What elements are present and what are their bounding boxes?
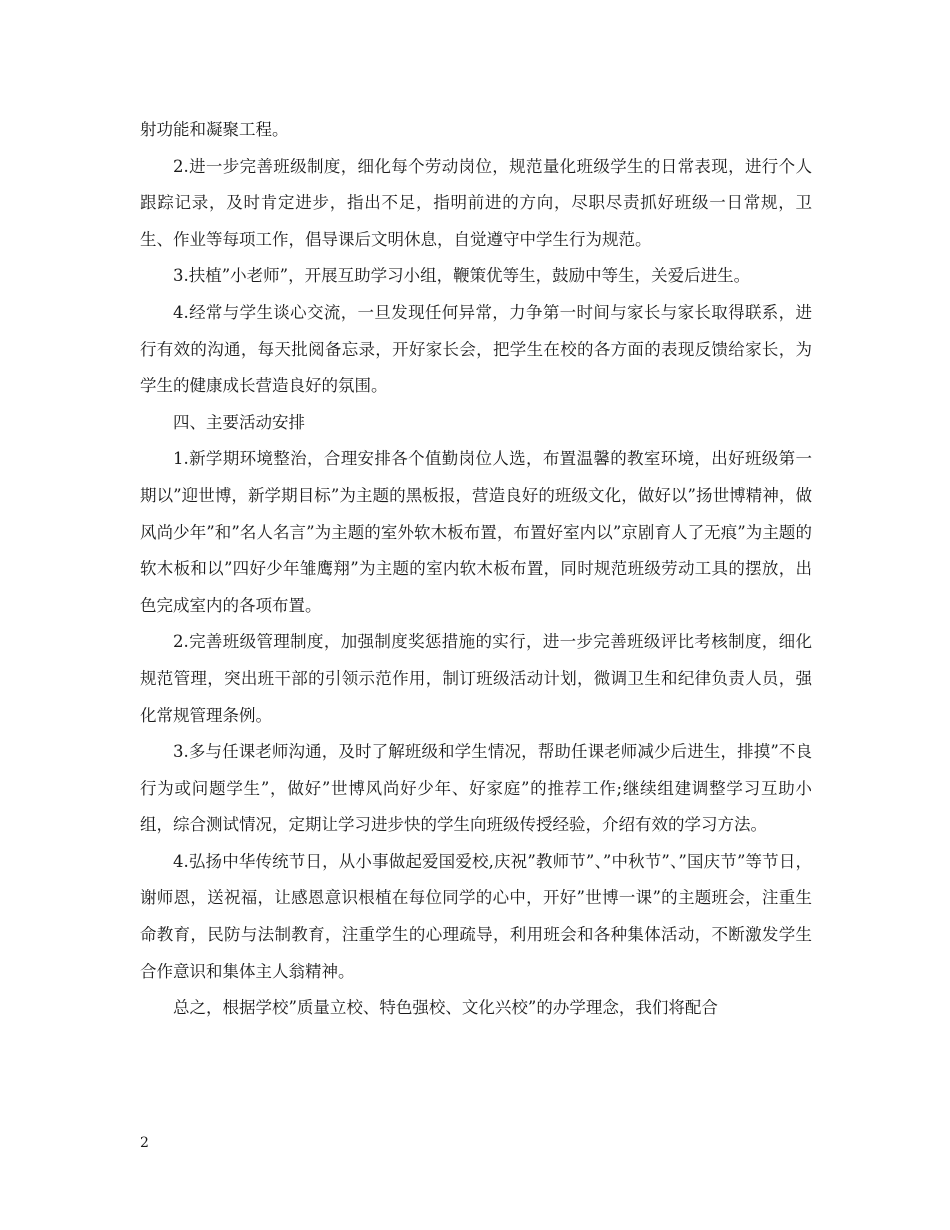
document-body (140, 112, 812, 1027)
paragraph: 3.多与任课老师沟通，及时了解班级和学生情况，帮助任课老师减少后进生，排摸”不良行为或问题学生”，做好”世博风尚好少年、好家庭”的推荐工作;继续组建调整学习互助小组，综合测试情况，定期让学习进步快的学生向班级传授经验，介绍有效的学习方法。 (140, 742, 812, 835)
paragraph: 2.进一步完善班级制度，细化每个劳动岗位，规范量化班级学生的日常表现，进行个人跟踪记录，及时肯定进步，指出不足，指明前进的方向，尽职尽责抓好班级一日常规，卫生、作业等每项工作，倡导课后文明休息，自觉遵守中学生行为规范。 (140, 156, 812, 249)
paragraph: 3.扶植”小老师”，开展互助学习小组，鞭策优等生，鼓励中等生，关爱后进生。 (173, 266, 751, 286)
page-number: 2 (140, 1135, 149, 1151)
paragraph: 4.弘扬中华传统节日，从小事做起爱国爱校,庆祝”教师节”、”中秋节”、”国庆节”等节日，谢师恩，送祝福，让感恩意识根植在每位同学的心中，开好”世博一课”的主题班会，注重生命教育，民防与法制教育，注重学生的心理疏导，利用班会和各种集体活动，不断激发学生合作意识和集体主人翁精神。 (140, 851, 812, 981)
paragraph: 1.新学期环境整治，合理安排各个值勤岗位人选，布置温馨的教室环境，出好班级第一期以”迎世博，新学期目标”为主题的黑板报，营造良好的班级文化，做好以”扬世博精神，做风尚少年”和”名人名言”为主题的室外软木板布置，布置好室内以”京剧育人了无痕”为主题的软木板和以”四好少年雏鹰翔”为主题的室内软木板布置，同时规范班级劳动工具的摆放，出色完成室内的各项布置。 (140, 449, 812, 615)
paragraph: 总之，根据学校”质量立校、特色强校、文化兴校”的办学理念，我们将配合 (173, 998, 718, 1018)
paragraph: 2.完善班级管理制度，加强制度奖惩措施的实行，进一步完善班级评比考核制度，细化规范管理，突出班干部的引领示范作用，制订班级活动计划，微调卫生和纪律负责人员，强化常规管理条例。 (140, 632, 812, 725)
section-heading: 四、主要活动安排 (173, 412, 305, 432)
paragraph: 射功能和凝聚工程。 (140, 120, 289, 139)
paragraph: 4.经常与学生谈心交流，一旦发现任何异常，力争第一时间与家长与家长取得联系，进行有效的沟通，每天批阅备忘录，开好家长会，把学生在校的各方面的表现反馈给家长，为学生的健康成长营造良好的氛围。 (140, 302, 812, 396)
